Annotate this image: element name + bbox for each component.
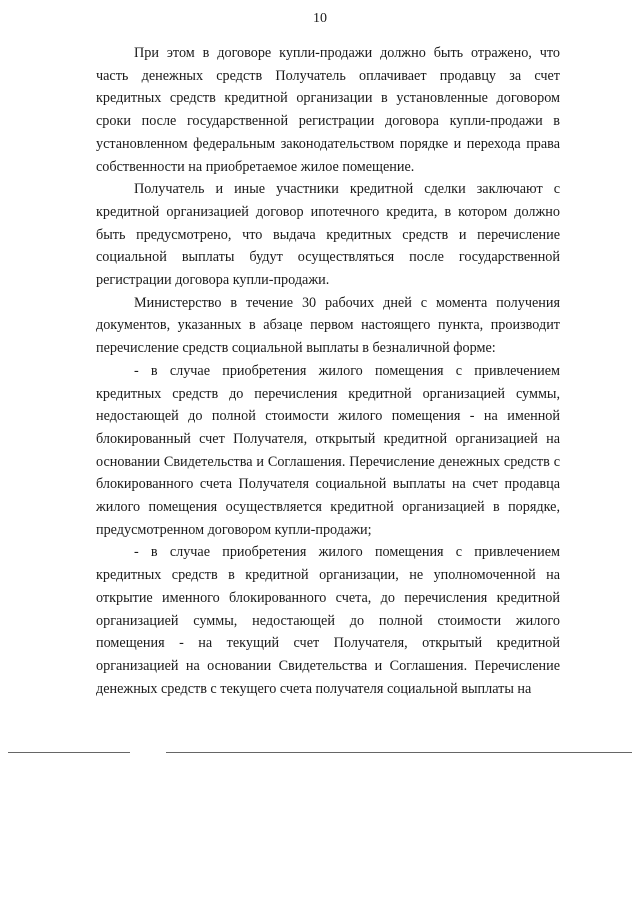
footer-rule-right bbox=[166, 752, 632, 753]
page-number: 10 bbox=[313, 11, 327, 26]
paragraph-contract-terms: При этом в договоре купли-продажи должно быть отражено, что часть денежных средств Получатель оплачивает продавцу за счет кредитных средств кредитной организации в установленные договором сроки после государственной регистрации договора купли-продажи в установленном федеральным законодательством порядке и перехода права собственности на приобретаемое жилое помещение. bbox=[96, 45, 560, 175]
paragraph-current-account-case: - в случае приобретения жилого помещения с привлечением кредитных средств в кредитной организации, не уполномоченной на открытие именного блокированного счета, до перечисления кредитной организацией суммы, недостающей до полной стоимости жилого помещения - на текущий счет Получателя, открытый кредитной организацией на основании Свидетельства и Соглашения. Перечисление денежных средств с текущего счета получателя социальной выплаты на bbox=[96, 544, 560, 697]
paragraph-ministry-transfer: Министерство в течение 30 рабочих дней с момента получения документов, указанных в абзаце первом настоящего пункта, производит перечисление средств социальной выплаты в безналичной форме: bbox=[96, 294, 560, 357]
footer-rule-left bbox=[8, 752, 130, 753]
document-body bbox=[96, 42, 560, 700]
paragraph-mortgage-agreement: Получатель и иные участники кредитной сделки заключают с кредитной организацией договор ипотечного кредита, в котором должно быть предусмотрено, что выдача кредитных средств и перечисление социальной выплаты будут осуществляться после государственной регистрации договора купли-продажи. bbox=[96, 181, 560, 289]
paragraph-blocked-account-case: - в случае приобретения жилого помещения с привлечением кредитных средств до перечисления кредитной организацией суммы, недостающей до полной стоимости жилого помещения - на именной блокированный счет Получателя, открытый кредитной организацией на основании Свидетельства и Соглашения. Перечисление денежных средств с блокированного счета Получателя социальной выплаты на счет продавца жилого помещения осуществляется кредитной организацией в порядке, предусмотренном договором купли-продажи; bbox=[96, 362, 560, 538]
